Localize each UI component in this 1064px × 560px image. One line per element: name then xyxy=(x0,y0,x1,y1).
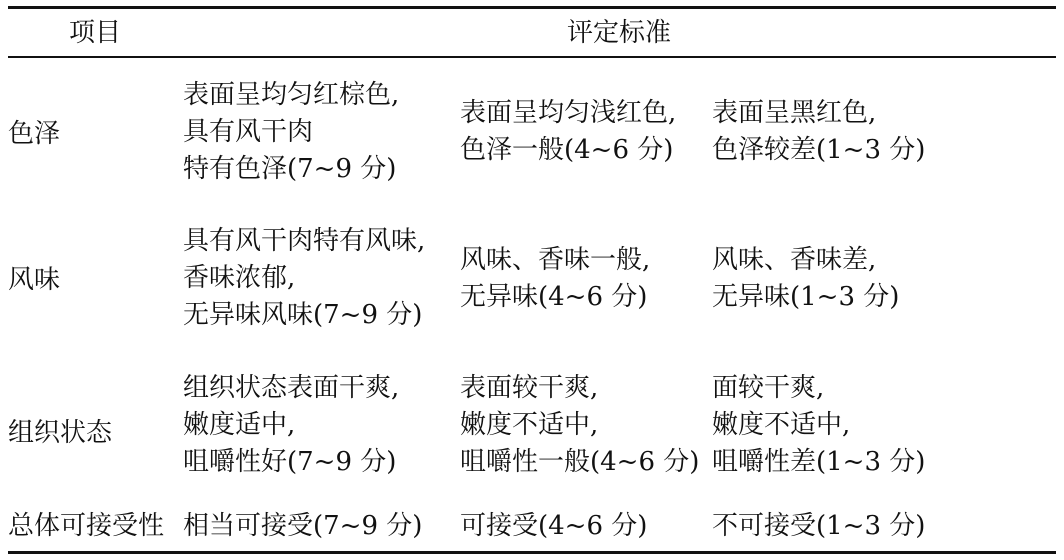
cell-line: 咀嚼性差(1~3 分) xyxy=(712,447,926,477)
cell-line: 风味、香味一般, xyxy=(460,245,651,275)
row-acceptability-level-mid: 可接受(4~6 分) xyxy=(460,511,648,541)
row-acceptability-level-high: 相当可接受(7~9 分) xyxy=(183,511,423,541)
row-name-acceptability: 总体可接受性 xyxy=(8,511,165,541)
cell-line: 表面较干爽, xyxy=(460,373,599,403)
row-color-level-mid xyxy=(460,95,676,169)
cell-line: 表面呈均匀浅红色, xyxy=(460,98,677,128)
cell-line: 具有风干肉 xyxy=(183,117,314,147)
row-name-flavor: 风味 xyxy=(8,265,61,295)
cell-line: 风味、香味差, xyxy=(712,245,877,275)
cell-line: 嫩度不适中, xyxy=(712,410,851,440)
cell-line: 无异味风味(7~9 分) xyxy=(183,300,423,330)
cell-line: 咀嚼性好(7~9 分) xyxy=(183,447,397,477)
row-acceptability-level-low: 不可接受(1~3 分) xyxy=(712,511,926,541)
cell-line: 香味浓郁, xyxy=(183,263,296,293)
header-item: 项目 xyxy=(68,18,121,48)
cell-line: 表面呈均匀红棕色, xyxy=(183,80,400,110)
cell-line: 具有风干肉特有风味, xyxy=(183,226,426,256)
cell-line: 特有色泽(7~9 分) xyxy=(183,154,397,184)
cell-line: 色泽较差(1~3 分) xyxy=(712,135,926,165)
row-texture-level-low xyxy=(712,370,925,481)
row-name-color: 色泽 xyxy=(8,119,61,149)
cell-line: 无异味(1~3 分) xyxy=(712,282,900,312)
cell-line: 组织状态表面干爽, xyxy=(183,373,400,403)
row-color-level-high xyxy=(183,77,399,188)
row-texture-level-mid xyxy=(460,370,699,481)
cell-line: 嫩度不适中, xyxy=(460,410,599,440)
cell-line: 嫩度适中, xyxy=(183,410,296,440)
row-flavor-level-low xyxy=(712,242,899,316)
cell-line: 咀嚼性一般(4~6 分) xyxy=(460,447,700,477)
table-top-rule xyxy=(8,6,1056,9)
row-flavor-level-mid xyxy=(460,242,650,316)
row-texture-level-high xyxy=(183,370,399,481)
cell-line: 面较干爽, xyxy=(712,373,825,403)
row-color-level-low xyxy=(712,95,925,169)
table-bottom-rule xyxy=(8,551,1056,554)
table-header-rule xyxy=(8,56,1056,58)
cell-line: 色泽一般(4~6 分) xyxy=(460,135,674,165)
cell-line: 表面呈黑红色, xyxy=(712,98,877,128)
row-name-texture: 组织状态 xyxy=(8,418,113,448)
cell-line: 无异味(4~6 分) xyxy=(460,282,648,312)
evaluation-table xyxy=(8,6,1056,554)
row-flavor-level-high xyxy=(183,223,425,334)
header-standard: 评定标准 xyxy=(566,18,671,48)
